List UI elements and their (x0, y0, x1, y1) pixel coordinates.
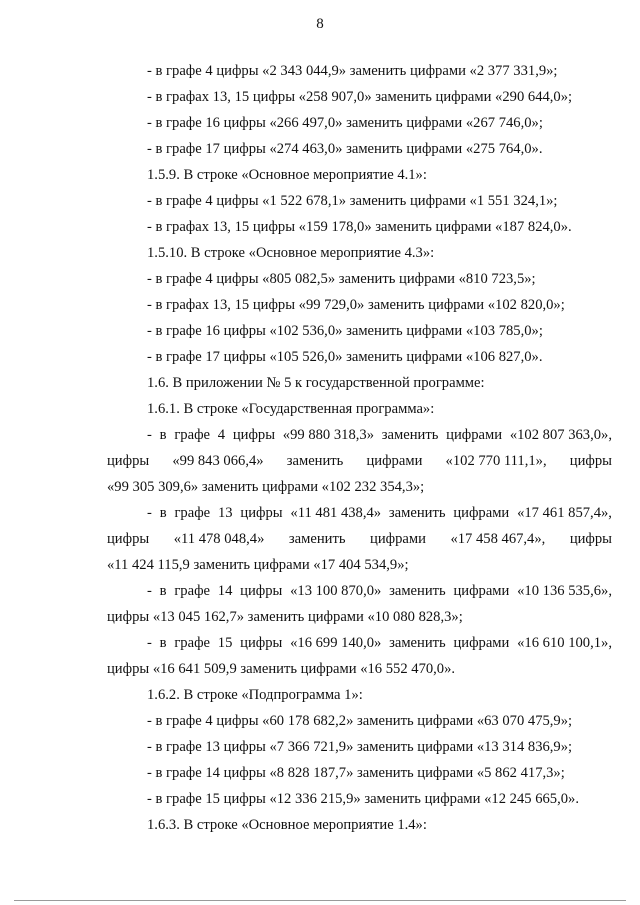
word: «102 807 363,0», (509, 427, 612, 443)
word: 15 (217, 635, 233, 651)
section-heading: 1.5.10. В строке «Основное мероприятие 4.3»: (147, 245, 435, 261)
word: цифрами (446, 427, 503, 443)
justified-line (107, 630, 612, 656)
word: в (159, 635, 167, 651)
section-heading: 1.6.3. В строке «Основное мероприятие 1.4»: (147, 817, 427, 833)
text-line: - в графе 13 цифры «7 366 721,9» заменить цифрами «13 314 836,9»; (147, 739, 573, 755)
text-line: - в графе 15 цифры «12 336 215,9» заменить цифрами «12 245 665,0». (147, 791, 579, 807)
word: «99 843 066,4» (172, 453, 264, 469)
section-heading: 1.6.1. В строке «Государственная программа»: (147, 401, 435, 417)
word: цифрами (370, 531, 426, 547)
word: 14 (217, 583, 233, 599)
word: «17 458 467,4», (450, 531, 546, 547)
text-line: - в графах 13, 15 цифры «99 729,0» заменить цифрами «102 820,0»; (147, 297, 565, 313)
justified-line (107, 448, 612, 474)
word: - (147, 583, 152, 599)
text-line: - в графах 13, 15 цифры «258 907,0» заменить цифрами «290 644,0»; (147, 89, 573, 105)
word: в (159, 583, 167, 599)
word: цифрами (453, 635, 510, 651)
word: заменить (286, 453, 344, 469)
word: - (147, 505, 152, 521)
text-line: - в графе 4 цифры «2 343 044,9» заменить цифрами «2 377 331,9»; (147, 63, 558, 79)
word: - (147, 427, 152, 443)
word: «13 100 870,0» (290, 583, 382, 599)
word: - (147, 635, 152, 651)
text-line: - в графе 4 цифры «805 082,5» заменить цифрами «810 723,5»; (147, 271, 536, 287)
word: «16 610 100,1», (517, 635, 612, 651)
text-line: - в графе 17 цифры «105 526,0» заменить цифрами «106 827,0». (147, 349, 543, 365)
word: цифрами (453, 505, 510, 521)
justified-line (107, 526, 612, 552)
page-bottom-divider (14, 900, 626, 901)
word: цифры (569, 453, 612, 469)
word: заменить (288, 531, 346, 547)
section-heading: 1.6.2. В строке «Подпрограмма 1»: (147, 687, 363, 703)
text-line: - в графе 16 цифры «266 497,0» заменить цифрами «267 746,0»; (147, 115, 543, 131)
document-body (107, 58, 612, 838)
word: 13 (217, 505, 233, 521)
word: в (159, 427, 167, 443)
word: заменить (389, 583, 446, 599)
text-line: - в графе 14 цифры «8 828 187,7» заменить цифрами «5 862 417,3»; (147, 765, 565, 781)
text-line: - в графе 4 цифры «1 522 678,1» заменить цифрами «1 551 324,1»; (147, 193, 558, 209)
word: графе (174, 635, 211, 651)
word: цифры (240, 583, 283, 599)
justified-line (107, 422, 612, 448)
text-line: «99 305 309,6» заменить цифрами «102 232 354,3»; (107, 479, 425, 495)
section-heading: 1.6. В приложении № 5 к государственной программе: (147, 375, 485, 391)
word: цифры (107, 531, 150, 547)
word: «99 880 318,3» (282, 427, 375, 443)
section-heading: 1.5.9. В строке «Основное мероприятие 4.1»: (147, 167, 427, 183)
word: цифрами (366, 453, 423, 469)
page-number: 8 (316, 16, 324, 32)
word: заменить (389, 635, 446, 651)
word: цифры (569, 531, 612, 547)
word: цифры (107, 453, 150, 469)
text-line: - в графе 17 цифры «274 463,0» заменить цифрами «275 764,0». (147, 141, 543, 157)
text-line: - в графах 13, 15 цифры «159 178,0» заменить цифрами «187 824,0». (147, 219, 572, 235)
text-line: - в графе 16 цифры «102 536,0» заменить цифрами «103 785,0»; (147, 323, 543, 339)
word: «17 461 857,4», (517, 505, 612, 521)
word: 4 (217, 427, 226, 443)
word: цифры (240, 505, 283, 521)
text-line: цифры «16 641 509,9 заменить цифрами «16 552 470,0». (107, 661, 456, 677)
word: цифры (232, 427, 276, 443)
word: «102 770 111,1», (445, 453, 547, 469)
word: графе (174, 505, 211, 521)
word: цифрами (453, 583, 510, 599)
justified-line (107, 500, 612, 526)
word: заменить (388, 505, 446, 521)
justified-line (107, 578, 612, 604)
text-line: - в графе 4 цифры «60 178 682,2» заменить цифрами «63 070 475,9»; (147, 713, 573, 729)
word: «11 481 438,4» (290, 505, 382, 521)
word: графе (174, 583, 211, 599)
word: «11 478 048,4» (173, 531, 265, 547)
text-line: цифры «13 045 162,7» заменить цифрами «10 080 828,3»; (107, 609, 463, 625)
text-line: «11 424 115,9 заменить цифрами «17 404 534,9»; (107, 557, 409, 573)
word: графе (174, 427, 211, 443)
word: «10 136 535,6», (517, 583, 612, 599)
word: цифры (240, 635, 283, 651)
word: заменить (381, 427, 439, 443)
word: в (159, 505, 167, 521)
word: «16 699 140,0» (290, 635, 382, 651)
